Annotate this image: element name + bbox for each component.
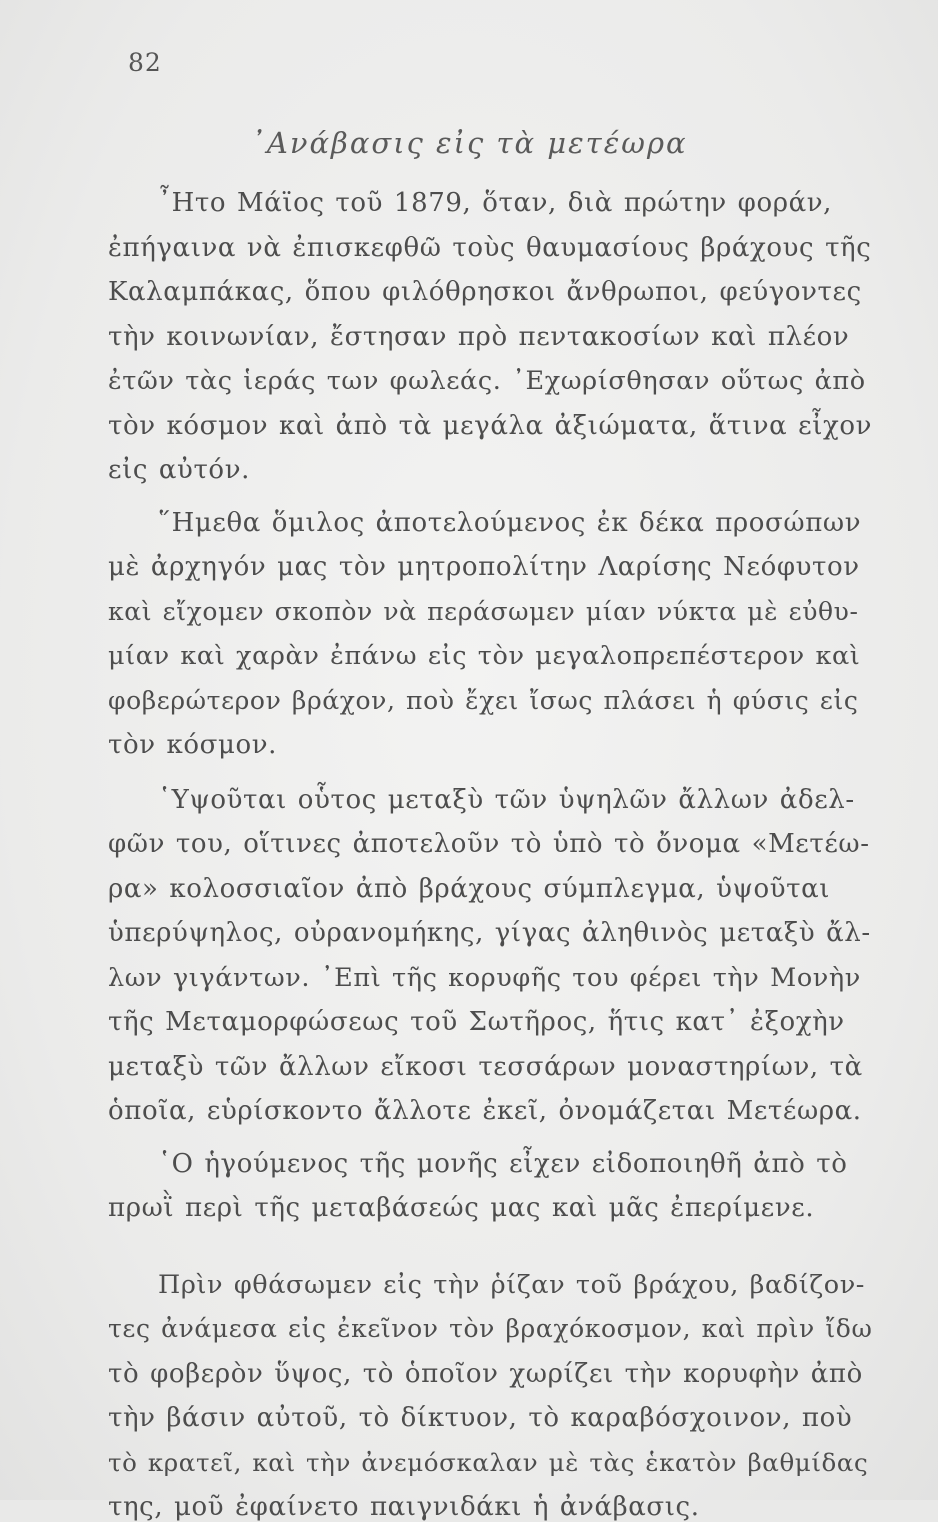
text-line: τῆς Μεταμορφώσεως τοῦ Σωτῆρος, ἥτις κατ᾿ ἐξοχὴν: [108, 1007, 845, 1037]
text-line: τὴν βάσιν αὐτοῦ, τὸ δίκτυον, τὸ καραβόσχοινον, ποὺ: [108, 1403, 853, 1433]
text-line: τὸ κρατεῖ, καὶ τὴν ἀνεμόσκαλαν μὲ τὰς ἑκατὸν βαθμίδας: [108, 1447, 869, 1477]
text-line: της, μοῦ ἐφαίνετο παιγνιδάκι ἡ ἀνάβασις.: [108, 1492, 700, 1522]
text-line: τες ἀνάμεσα εἰς ἐκεῖνον τὸν βραχόκοσμον, καὶ πρὶν ἴδω: [108, 1314, 873, 1343]
text-line: φοβερώτερον βράχον, ποὺ ἔχει ἴσως πλάσει ἡ φύσις εἰς: [108, 685, 859, 715]
text-line: Καλαμπάκας, ὅπου φιλόθρησκοι ἄνθρωποι, φεύγοντες: [108, 277, 862, 307]
text-line: ῞Ημεθα ὅμιλος ἀποτελούμενος ἐκ δέκα προσώπων: [158, 507, 862, 538]
page-number: 82: [128, 48, 162, 77]
text-line: καὶ εἴχομεν σκοπὸν νὰ περάσωμεν μίαν νύκτα μὲ εὐθυ-: [108, 596, 859, 626]
text-line: τὸν κόσμον καὶ ἀπὸ τὰ μεγάλα ἀξιώματα, ἅτινα εἶχον: [108, 410, 873, 441]
text-line: Πρὶν φθάσωμεν εἰς τὴν ῥίζαν τοῦ βράχου, βαδίζον-: [158, 1269, 866, 1300]
text-line: τὸ φοβερὸν ὕψος, τὸ ὁποῖον χωρίζει τὴν κορυφὴν ἀπὸ: [108, 1358, 863, 1389]
text-line: εἰς αὐτόν.: [108, 455, 250, 485]
text-line: πρωῒ περὶ τῆς μεταβάσεώς μας καὶ μᾶς ἐπερίμενε.: [108, 1193, 815, 1223]
text-line: μεταξὺ τῶν ἄλλων εἴκοσι τεσσάρων μοναστηρίων, τὰ: [108, 1051, 863, 1082]
text-line: λων γιγάντων. ᾿Επὶ τῆς κορυφῆς του φέρει τὴν Μονὴν: [108, 962, 861, 993]
text-line: μὲ ἀρχηγόν μας τὸν μητροπολίτην Λαρίσης Νεόφυτον: [108, 552, 860, 582]
text-line: ἐτῶν τὰς ἱεράς των φωλεάς. ᾿Εχωρίσθησαν οὕτως ἀπὸ: [108, 366, 866, 396]
text-line: ῾Υψοῦται οὗτος μεταξὺ τῶν ὑψηλῶν ἄλλων ἀδελ-: [158, 784, 855, 815]
text-line: φῶν του, οἵτινες ἀποτελοῦν τὸ ὑπὸ τὸ ὄνομα «Μετέω-: [108, 829, 870, 859]
text-line: ὁποῖα, εὑρίσκοντο ἄλλοτε ἐκεῖ, ὀνομάζεται Μετέωρα.: [108, 1096, 862, 1126]
text-line: ρα» κολοσσιαῖον ἀπὸ βράχους σύμπλεγμα, ὑψοῦται: [108, 873, 831, 904]
text-line: ῾Ο ἡγούμενος τῆς μονῆς εἶχεν εἰδοποιηθῆ ἀπὸ τὸ: [158, 1148, 848, 1179]
text-line: τὴν κοινωνίαν, ἔστησαν πρὸ πεντακοσίων καὶ πλέον: [108, 321, 850, 352]
text-line: ῏Ητο Μάϊος τοῦ 1879, ὅταν, διὰ πρώτην φοράν,: [158, 188, 833, 218]
text-line: ὑπερύψηλος, οὐρανομήκης, γίγας ἀληθινὸς μεταξὺ ἄλ-: [108, 918, 871, 948]
text-line: ἐπήγαινα νὰ ἐπισκεφθῶ τοὺς θαυμασίους βράχους τῆς: [108, 232, 872, 263]
text-line: τὸν κόσμον.: [108, 730, 277, 760]
chapter-title: ᾿Ανάβασις εἰς τὰ μετέωρα: [250, 126, 688, 160]
text-line: μίαν καὶ χαρὰν ἐπάνω εἰς τὸν μεγαλοπρεπέστερον καὶ: [108, 641, 861, 671]
